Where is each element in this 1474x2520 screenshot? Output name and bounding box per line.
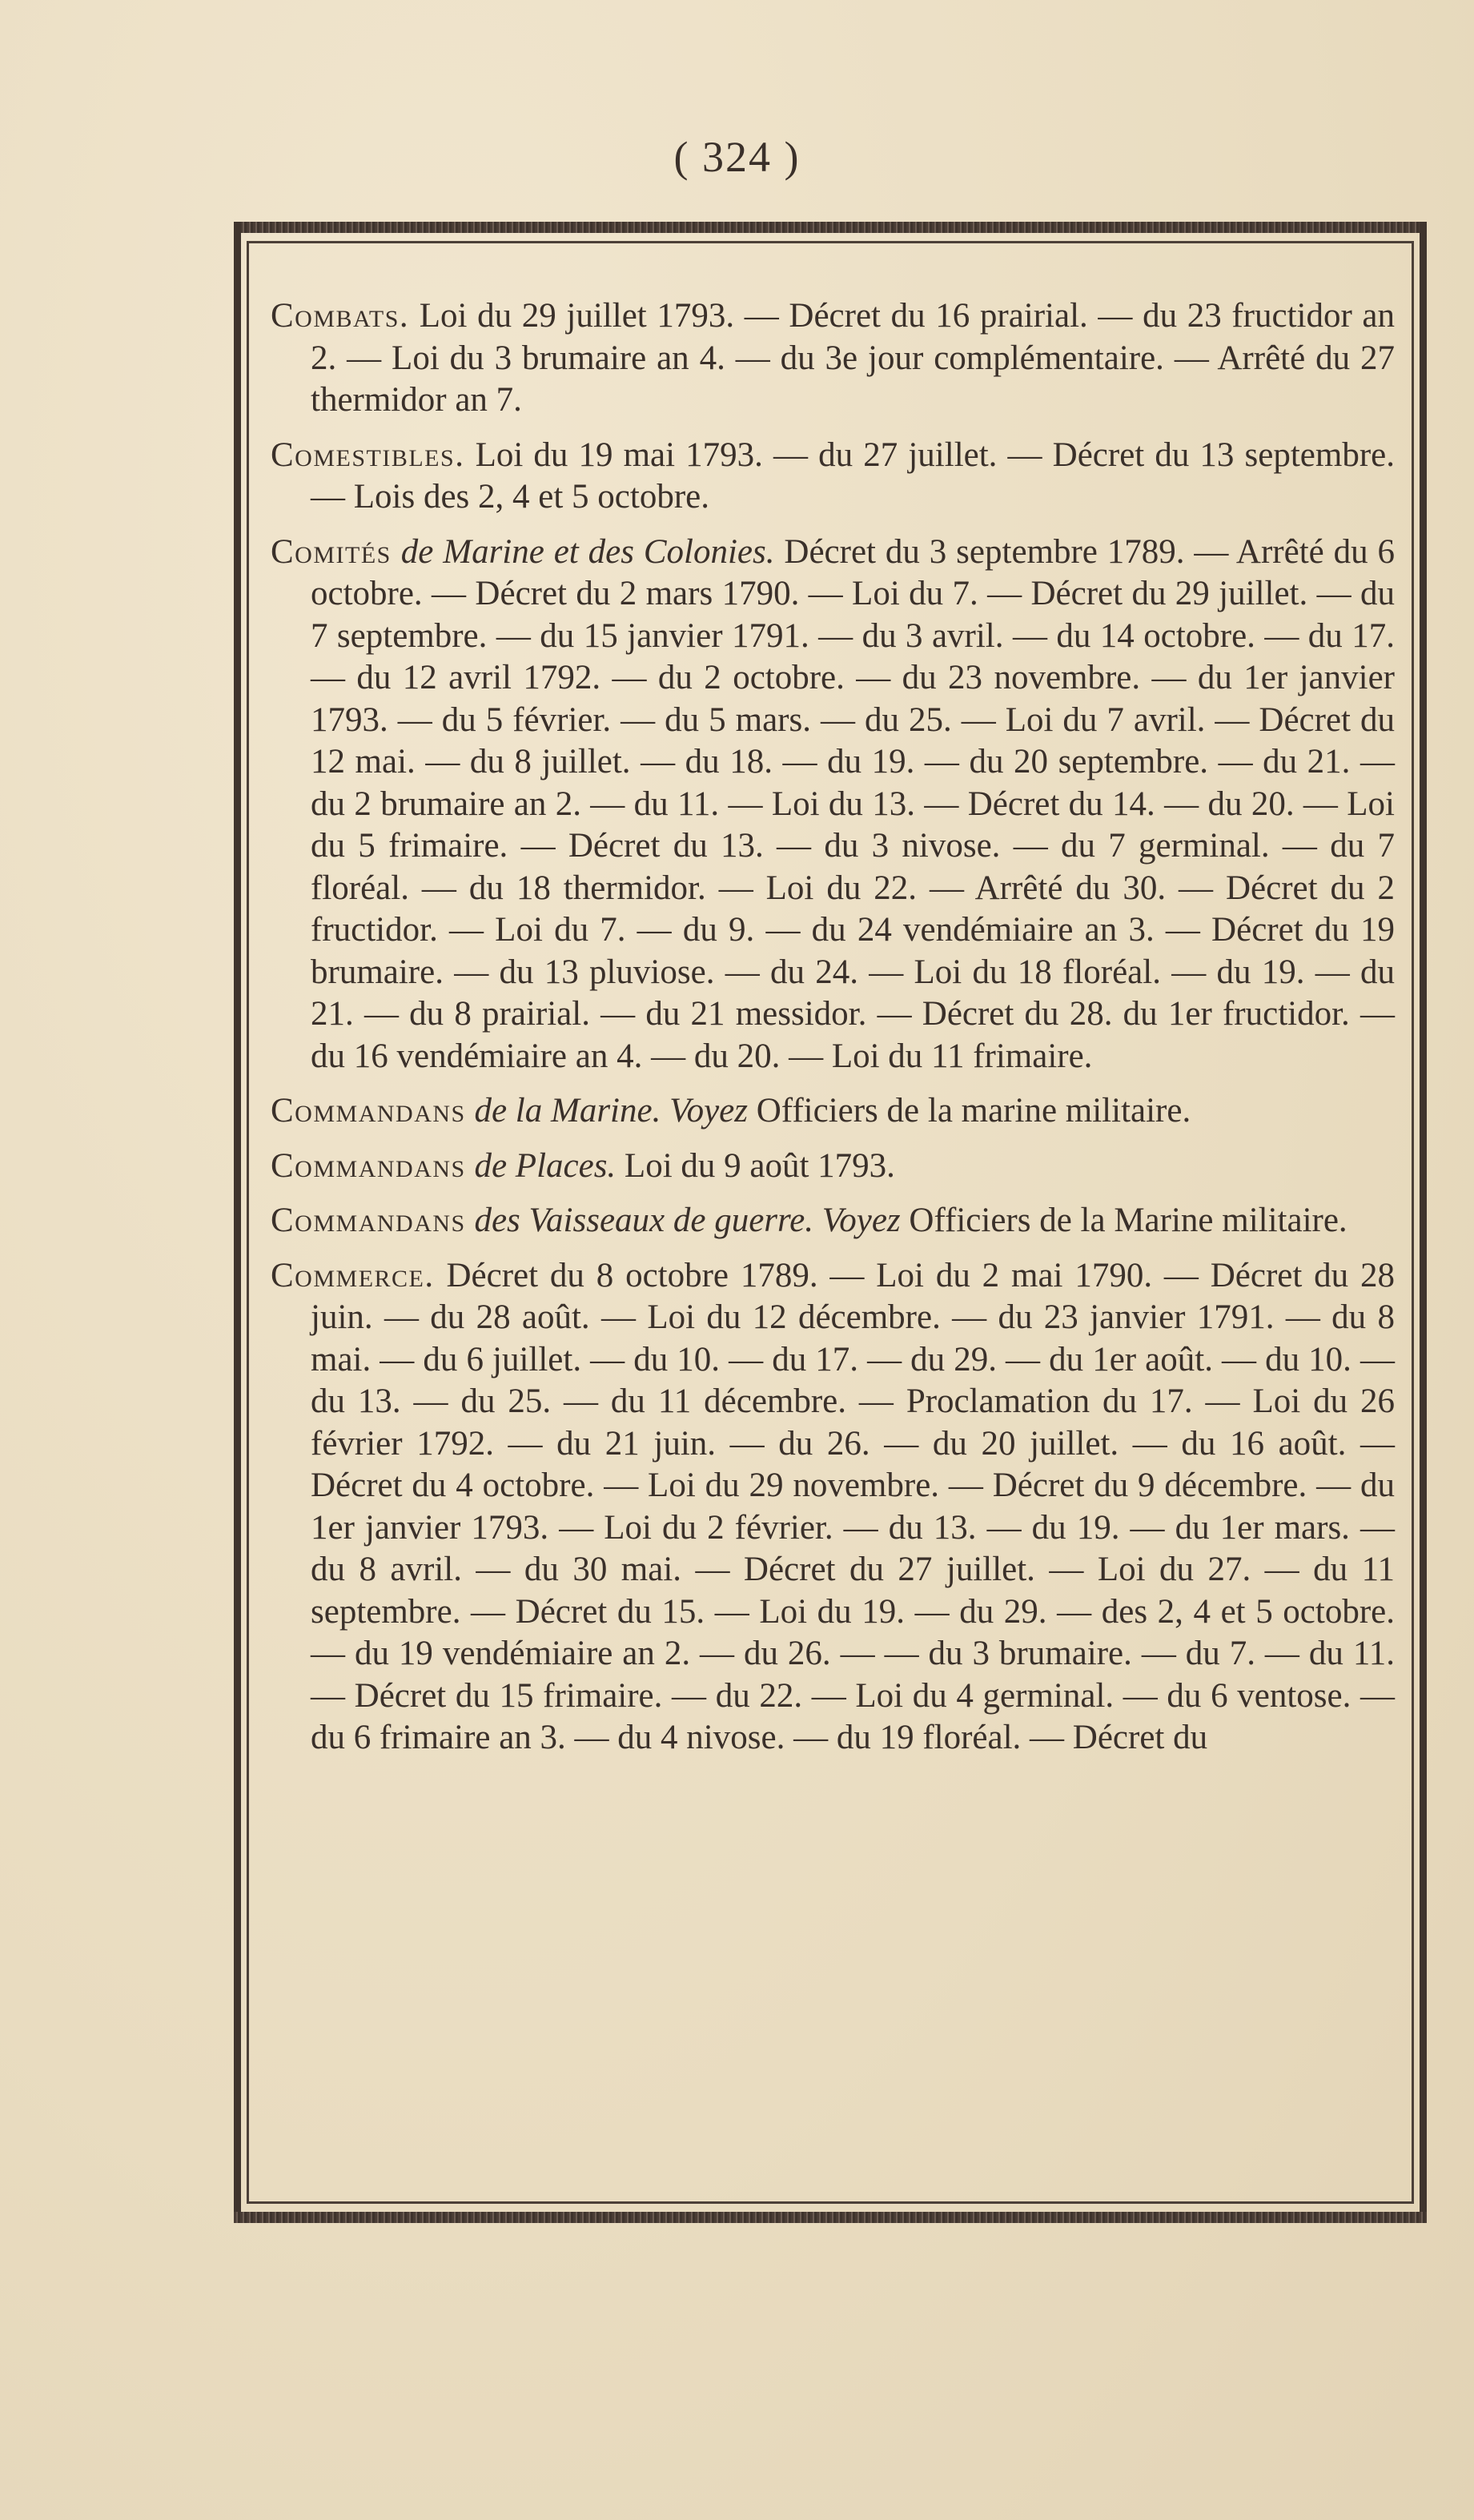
entry-term: Commandans: [271, 1202, 466, 1239]
left-border-rule: [234, 222, 241, 2223]
entry-term: Commandans: [271, 1092, 466, 1130]
entry-term: Commandans: [271, 1146, 466, 1185]
right-thin-rule: [1412, 241, 1414, 2204]
index-entry-commerce: [271, 1255, 1395, 1760]
entry-text: Officiers de la marine militaire.: [756, 1092, 1191, 1130]
left-thin-rule: [247, 241, 249, 2204]
top-ornamental-rule: [234, 222, 1427, 233]
index-entries: [271, 295, 1395, 1772]
entry-see-reference: Voyez: [669, 1092, 748, 1130]
entry-qualifier: de Marine et des Colonies.: [400, 532, 775, 571]
index-entry-combats: [271, 295, 1395, 422]
right-border-rule: [1420, 222, 1427, 2223]
index-entry-commandans-marine: [271, 1090, 1395, 1133]
page-frame: [234, 222, 1427, 2223]
entry-text: Loi du 29 juillet 1793. — Décret du 16 prairial. — du 23 fructidor an 2. — Loi du 3 brumaire an 4. — du 3e jour complémentaire. — Arrêté du 27 thermidor an 7.: [311, 297, 1396, 419]
top-thin-rule: [247, 241, 1414, 243]
entry-term: Commerce.: [271, 1256, 435, 1294]
page-number: ( 324 ): [673, 133, 801, 181]
entry-text: Décret du 3 septembre 1789. — Arrêté du 6 octobre. — Décret du 2 mars 1790. — Loi du 7. — Décret du 29 juillet. — du 7 septembre. — du 15 janvier 1791. — du 3 avril. — du 14 octobre. — du 17. — du 12 avril 1792. — du 2 octobre. — du 23 novembre. — du 1er janvier 1793. — du 5 février. — du 5 mars. — du 25. — Loi du 7 avril. — Décret du 12 mai. — du 8 juillet. — du 18. — du 19. — du 20 septembre. — du 21. — du 2 brumaire an 2. — du 11. — Loi du 13. — Décret du 14. — du 20. — Loi du 5 frimaire. — Décret du 13. — du 3 nivose. — du 7 germinal. — du 7 floréal. — du 18 thermidor. — Loi du 22. — Arrêté du 30. — Décret du 2 fructidor. — Loi du 7. — du 9. — du 24 vendémiaire an 3. — Décret du 19 brumaire. — du 13 pluviose. — du 24. — Loi du 18 floréal. — du 19. — du 21. — du 8 prairial. — du 21 messidor. — Décret du 28. du 1er fructidor. — du 16 vendémiaire an 4. — du 20. — Loi du 11 frimaire.: [311, 532, 1396, 1075]
entry-text: Loi du 9 août 1793.: [624, 1146, 895, 1185]
entry-term: Comestibles.: [271, 435, 465, 474]
index-entry-commandans-places: [271, 1146, 1395, 1188]
bottom-ornamental-rule: [234, 2212, 1427, 2223]
entry-text: Loi du 19 mai 1793. — du 27 juillet. — Décret du 13 septembre. — Lois des 2, 4 et 5 octobre.: [311, 435, 1395, 516]
index-entry-commandans-vaisseaux: [271, 1200, 1395, 1242]
index-entry-comestibles: [271, 435, 1395, 519]
bottom-thin-rule: [247, 2201, 1414, 2204]
entry-text: Décret du 8 octobre 1789. — Loi du 2 mai 1790. — Décret du 28 juin. — du 28 août. — Loi du 12 décembre. — du 23 janvier 1791. — du 8 mai. — du 6 juillet. — du 10. — du 17. — du 29. — du 1er août. — du 10. — du 13. — du 25. — du 11 décembre. — Proclamation du 17. — Loi du 26 février 1792. — du 21 juin. — du 26. — du 20 juillet. — du 16 août. — Décret du 4 octobre. — Loi du 29 novembre. — Décret du 9 décembre. — du 1er janvier 1793. — Loi du 2 février. — du 13. — du 19. — du 1er mars. — du 8 avril. — du 30 mai. — Décret du 27 juillet. — Loi du 27. — du 11 septembre. — Décret du 15. — Loi du 19. — du 29. — des 2, 4 et 5 octobre. — du 19 vendémiaire an 2. — du 26. — — du 3 brumaire. — du 7. — du 11. — Décret du 15 frimaire. — du 22. — Loi du 4 germinal. — du 6 ventose. — du 6 frimaire an 3. — du 4 nivose. — du 19 floréal. — Décret du: [311, 1256, 1396, 1756]
entry-qualifier: de la Marine.: [474, 1092, 661, 1130]
entry-term: Combats.: [271, 297, 410, 335]
entry-qualifier: des Vaisseaux de guerre.: [474, 1202, 814, 1239]
entry-text: Officiers de la Marine militaire.: [909, 1202, 1347, 1239]
index-entry-comites: [271, 532, 1395, 1078]
entry-see-reference: Voyez: [821, 1202, 901, 1239]
entry-qualifier: de Places.: [474, 1146, 617, 1185]
entry-term: Comités: [271, 532, 392, 571]
